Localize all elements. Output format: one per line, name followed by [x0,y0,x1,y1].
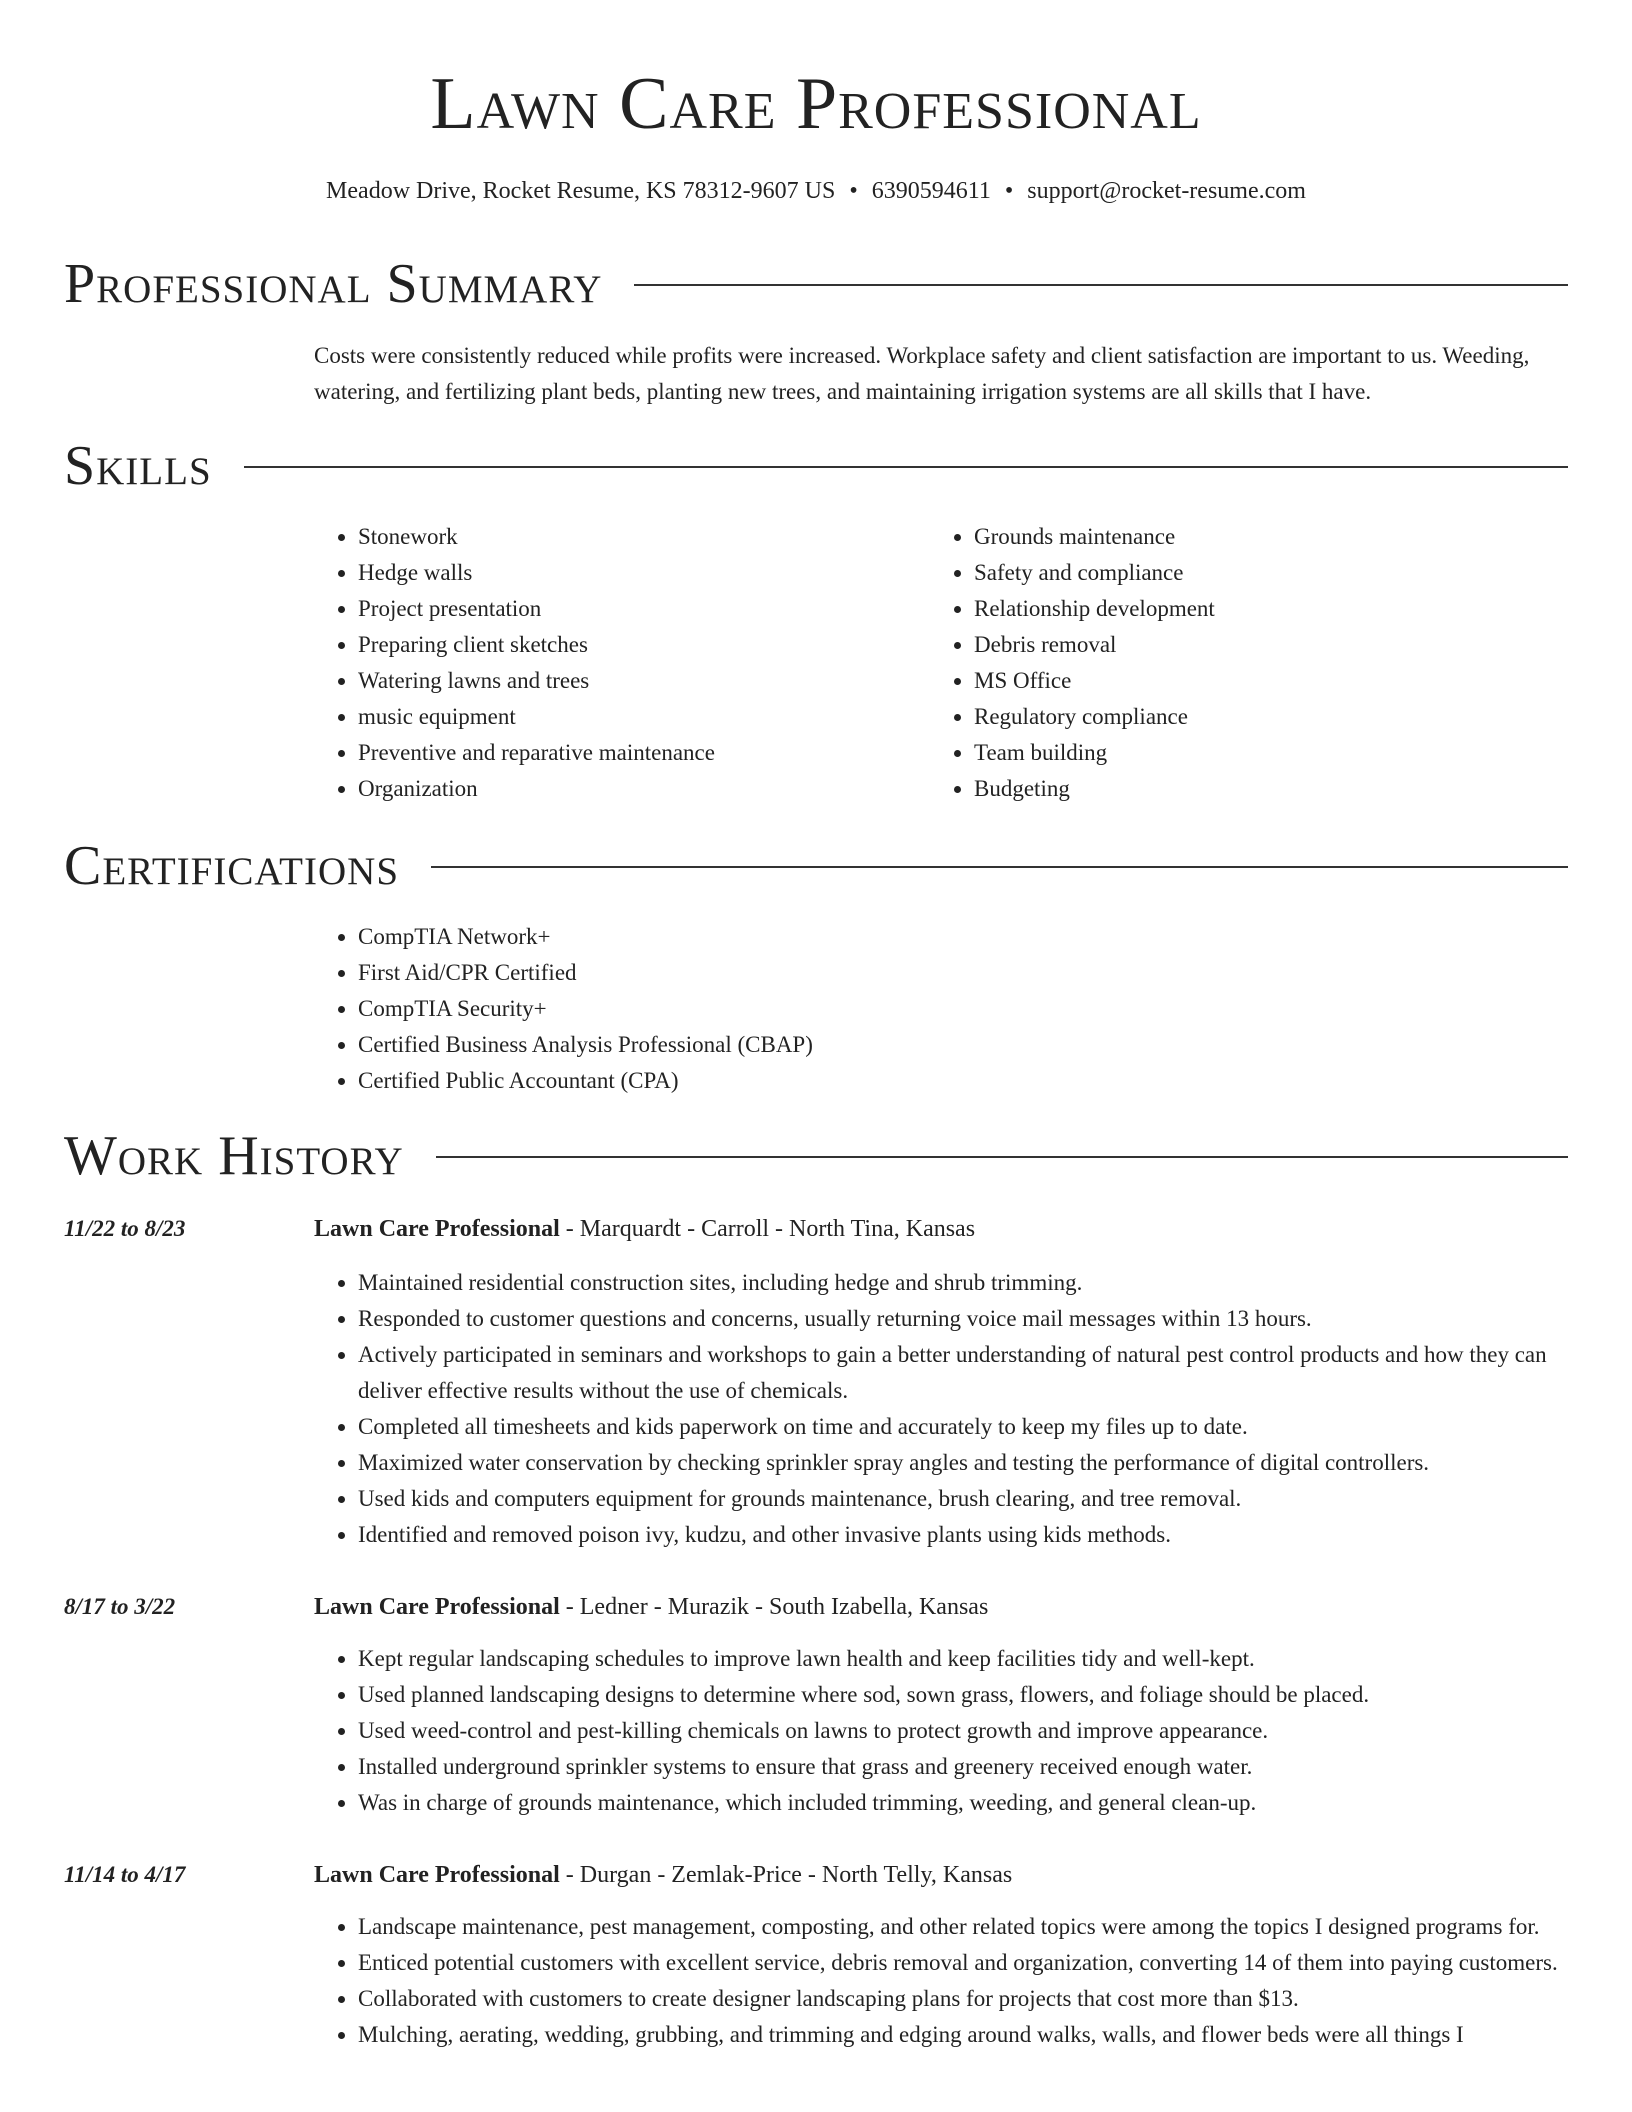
job-bullet: • Collaborated with customers to create designer landscaping plans for projects that cost more than $13. [358,1981,1574,2017]
job-bullet: • Used weed-control and pest-killing chemicals on lawns to protect growth and improve appearance. [358,1713,1574,1749]
certification-item: • CompTIA Network+ [358,919,1574,955]
contact-phone: 6390594611 [871,178,991,204]
work-history-section-header [64,1124,1568,1188]
job-bullet: • Maximized water conservation by checking sprinkler spray angles and testing the performance of digital controllers. [358,1445,1574,1481]
section-divider [244,466,1568,468]
job-company: - Durgan - Zemlak-Price - North Telly, Kansas [559,1862,1013,1888]
certification-item: • CompTIA Security+ [358,991,1574,1027]
skill-item: • Hedge walls [358,555,914,591]
job-bullets [314,1641,1574,1821]
skill-item: • Regulatory compliance [974,699,1550,735]
certification-item: • First Aid/CPR Certified [358,955,1574,991]
job-title-line [314,1857,1012,1893]
job-company: - Ledner - Murazik - South Izabella, Kansas [559,1594,989,1620]
certifications-list [314,919,1574,1099]
contact-line [0,174,1632,208]
section-divider [436,1156,1568,1158]
skills-left-list [314,519,914,807]
job-bullet-list [314,1641,1574,1821]
contact-separator: • [1004,178,1014,204]
skill-item: • music equipment [358,699,914,735]
job-bullet: • Maintained residential construction sites, including hedge and shrub trimming. [358,1265,1574,1301]
job-company: - Marquardt - Carroll - North Tina, Kansas [559,1216,976,1242]
resume-name: Lawn Care Professional [430,63,1202,145]
job-bullet: • Was in charge of grounds maintenance, which included trimming, weeding, and general clean-up. [358,1785,1574,1821]
certifications-heading: Certifications [64,835,400,897]
skill-item: • Safety and compliance [974,555,1550,591]
job-bullet: • Kept regular landscaping schedules to improve lawn health and keep facilities tidy and well-kept. [358,1641,1574,1677]
job-bullet-list [314,1909,1574,2053]
skills-left-column [314,519,914,807]
job-bullet: • Enticed potential customers with excellent service, debris removal and organization, converting 14 of them into paying customers. [358,1945,1574,1981]
contact-email: support@rocket-resume.com [1027,178,1306,204]
skill-item: • Preventive and reparative maintenance [358,735,914,771]
skills-right-list [930,519,1550,807]
job-bullet: • Landscape maintenance, pest management, composting, and other related topics were among the topics I designed programs for. [358,1909,1574,1945]
skill-item: • Watering lawns and trees [358,663,914,699]
job-dates: 8/17 to 3/22 [64,1594,176,1619]
job-dates: 11/22 to 8/23 [64,1216,186,1241]
job-role: Lawn Care Professional [314,1862,560,1888]
skill-item: • Grounds maintenance [974,519,1550,555]
skill-item: • Team building [974,735,1550,771]
summary-text: Costs were consistently reduced while profits were increased. Workplace safety and client satisfaction are important to us. Weeding, watering, and fertilizing plant beds, planting new trees, and maintaining irrigation systems are all skills that I have. [314,343,1530,404]
summary-section-header [64,252,1568,316]
section-divider [634,284,1568,286]
job-bullet-list [314,1265,1574,1553]
job-role: Lawn Care Professional [314,1594,560,1620]
skill-item: • Preparing client sketches [358,627,914,663]
job-bullets [314,1265,1574,1553]
job-dates: 11/14 to 4/17 [64,1862,186,1887]
contact-separator: • [849,178,858,204]
skill-item: • Project presentation [358,591,914,627]
job-bullet: • Completed all timesheets and kids paperwork on time and accurately to keep my files up to date. [358,1409,1574,1445]
skill-item: • Organization [358,771,914,807]
job-title-line [314,1211,975,1247]
skills-section-header [64,434,1568,498]
job-bullet: • Used kids and computers equipment for grounds maintenance, brush clearing, and tree removal. [358,1481,1574,1517]
job-bullet: • Actively participated in seminars and workshops to gain a better understanding of natural pest control products and how they can deliver effective results without the use of chemicals. [358,1337,1574,1409]
job-bullet: • Used planned landscaping designs to determine where sod, sown grass, flowers, and foliage should be placed. [358,1677,1574,1713]
certification-item: • Certified Public Accountant (CPA) [358,1063,1574,1099]
skill-item: • Debris removal [974,627,1550,663]
job-bullet: • Installed underground sprinkler systems to ensure that grass and greenery received enough water. [358,1749,1574,1785]
job-bullet: • Responded to customer questions and concerns, usually returning voice mail messages within 13 hours. [358,1301,1574,1337]
skill-item: • MS Office [974,663,1550,699]
section-divider [431,866,1568,868]
certifications-section-header [64,834,1568,898]
skills-heading: Skills [64,435,212,497]
job-bullet: • Mulching, aerating, wedding, grubbing, and trimming and edging around walks, walls, and flower beds were all things I [358,2017,1574,2053]
certifications-list-wrap [314,919,1574,1099]
summary-heading: Professional Summary [64,253,603,315]
job-title-line [314,1589,988,1625]
certification-item: • Certified Business Analysis Professional (CBAP) [358,1027,1574,1063]
work-history-heading: Work History [64,1125,404,1187]
skill-item: • Stonework [358,519,914,555]
job-bullets [314,1909,1574,2053]
skills-right-column [930,519,1550,807]
skill-item: • Relationship development [974,591,1550,627]
job-bullet: • Identified and removed poison ivy, kudzu, and other invasive plants using kids methods. [358,1517,1574,1553]
skill-item: • Budgeting [974,771,1550,807]
contact-address: Meadow Drive, Rocket Resume, KS 78312-9607 US [326,178,836,204]
job-role: Lawn Care Professional [314,1216,560,1242]
